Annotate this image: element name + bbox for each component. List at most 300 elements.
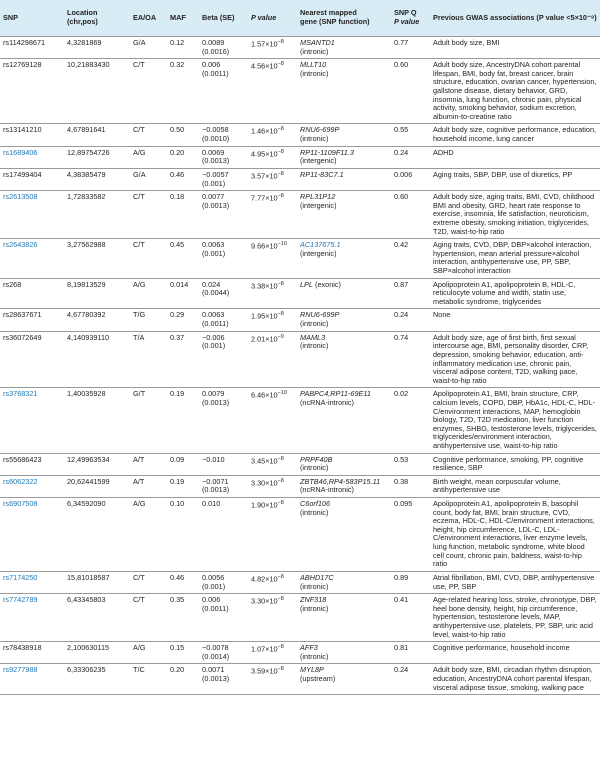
snp-id: rs17499404	[3, 169, 42, 179]
beta-value: 0.0063	[202, 310, 225, 320]
cell-snp	[0, 331, 64, 388]
snp-function: (intergenic)	[300, 248, 337, 258]
gene-name: RPL31P12	[300, 192, 336, 202]
se-value: (0.0044)	[202, 288, 230, 298]
cell-ea-oa: C/T	[133, 60, 145, 70]
table-row	[0, 309, 600, 331]
cell-beta	[199, 642, 248, 664]
cell-pvalue	[248, 594, 297, 642]
cell-previous-associations: Birth weight, mean corpuscular volume, antihypertensive use	[433, 476, 561, 495]
se-value: (0.0013)	[202, 397, 230, 407]
cell-snp	[0, 642, 64, 664]
snp-link[interactable]: rs7742789	[3, 595, 38, 605]
pvalue-exponent: −8	[277, 170, 284, 177]
table-row	[0, 37, 600, 59]
cell-snp	[0, 59, 64, 124]
cell-snp-q: 0.38	[394, 476, 409, 486]
cell-snp	[0, 168, 64, 190]
se-value: (0.0011)	[202, 319, 229, 329]
beta-value: −0.010	[202, 454, 225, 464]
table-row	[0, 664, 600, 695]
cell-gene	[297, 168, 391, 190]
cell-previous-associations: Aging traits, CVD, DBP, DBP×alcohol interaction, hypertension, mean arterial pressure×alcohol interaction, antihypertensive use, PP, SBP, SBP×alcohol interaction	[433, 240, 592, 276]
cell-maf: 0.20	[170, 147, 185, 157]
cell-location: 20,62441599	[67, 476, 110, 486]
cell-location: 6,33306235	[67, 665, 106, 675]
cell-previous-associations: Cognitive performance, household income	[433, 643, 570, 653]
beta-value: 0.0071	[202, 665, 225, 675]
cell-snp[interactable]	[0, 664, 64, 695]
snp-function: (intronic)	[300, 651, 329, 661]
cell-ea-oa: T/A	[133, 332, 145, 342]
cell-snp-q: 0.006	[394, 169, 413, 179]
cell-pvalue	[248, 642, 297, 664]
cell-snp[interactable]	[0, 239, 64, 278]
pvalue-mantissa: 3.30×10	[251, 596, 278, 606]
pvalue-mantissa: 9.66×10	[251, 241, 278, 251]
cell-gene	[297, 331, 391, 388]
snp-link[interactable]: rs6062322	[3, 476, 38, 486]
cell-maf: 0.35	[170, 595, 185, 605]
cell-snp-q: 0.77	[394, 38, 409, 47]
cell-gene	[297, 594, 391, 642]
cell-maf: 0.46	[170, 169, 185, 179]
cell-location: 4,140939110	[67, 332, 110, 342]
cell-beta	[199, 124, 248, 146]
cell-snp-q: 0.24	[394, 147, 409, 157]
cell-snp-q: 0.24	[394, 665, 409, 675]
cell-location: 3,27562988	[67, 240, 106, 250]
cell-beta	[199, 168, 248, 190]
cell-ea-oa: T/G	[133, 310, 146, 320]
col-header-snp: SNP	[3, 12, 19, 22]
beta-value: 0.024	[202, 279, 221, 289]
col-header-maf: MAF	[170, 12, 186, 22]
snp-id: rs78438918	[3, 643, 42, 653]
cell-maf: 0.20	[170, 665, 185, 675]
cell-location: 10,21883430	[67, 60, 110, 70]
snp-function: (intronic)	[300, 463, 329, 473]
cell-ea-oa: G/A	[133, 38, 146, 47]
snp-function: (ncRNA-intronic)	[300, 485, 354, 495]
gene-name: RNU6-699P	[300, 310, 340, 320]
cell-previous-associations: Adult body size, aging traits, BMI, CVD, childhood BMI and obesity, GRD, heart rate response to exercise, insomnia, life satisfaction, neuroticism, extreme obesity, smoking initiation, triglycerides, T2D, waist-to-hip ratio	[433, 192, 595, 236]
cell-beta	[199, 388, 248, 453]
cell-gene	[297, 146, 391, 168]
beta-value: 0.010	[202, 499, 221, 509]
snp-id: rs268	[3, 279, 22, 289]
pvalue-mantissa: 4.56×10	[251, 61, 278, 71]
cell-location: 4,3281869	[67, 38, 102, 47]
gene-link[interactable]: AC137675.1	[300, 240, 341, 250]
snp-link[interactable]: rs9277988	[3, 665, 38, 675]
beta-value: −0.0057	[202, 169, 229, 179]
cell-pvalue	[248, 331, 297, 388]
cell-ea-oa: G/T	[133, 389, 146, 399]
cell-location: 15,81018587	[67, 572, 110, 582]
cell-ea-oa: A/G	[133, 279, 146, 289]
table-row	[0, 146, 600, 168]
cell-gene	[297, 498, 391, 572]
snp-function: (upstream)	[300, 674, 336, 683]
cell-beta	[199, 146, 248, 168]
cell-gene	[297, 191, 391, 239]
snp-id: rs13141210	[3, 125, 42, 135]
se-value: (0.001)	[202, 248, 226, 258]
pvalue-mantissa: 4.82×10	[251, 574, 278, 584]
se-value: (0.0011)	[202, 68, 229, 78]
cell-pvalue	[248, 664, 297, 695]
cell-snp[interactable]	[0, 388, 64, 453]
cell-previous-associations: Apolipoprotein A1, BMI, brain structure, CRP, calcium levels, COPD, DBP, HbA1c, HDL-C, HDL-C/environment interactions, MAP, hemoglobin biology, T2D, T2D medication, liver function enzymes, SHBG, testosterone levels, triglycerides, triglycerides/environment interaction, antihypertensive use, waist-to-hip ratio	[433, 389, 597, 450]
table-row	[0, 278, 600, 309]
beta-value: −0.0058	[202, 125, 229, 135]
cell-snp-q: 0.74	[394, 332, 409, 342]
cell-pvalue	[248, 571, 297, 593]
snp-id: rs114298671	[3, 38, 46, 47]
cell-beta	[199, 498, 248, 572]
cell-snp-q: 0.60	[394, 60, 409, 70]
pvalue-mantissa: 6.46×10	[251, 390, 278, 400]
cell-snp	[0, 309, 64, 331]
gene-name: RNU6-699P	[300, 125, 340, 135]
beta-value: 0.0063	[202, 240, 225, 250]
cell-snp[interactable]	[0, 475, 64, 497]
cell-snp[interactable]	[0, 498, 64, 572]
beta-value: 0.0069	[202, 147, 225, 157]
snp-function: (intronic)	[300, 341, 329, 351]
cell-maf: 0.45	[170, 240, 185, 250]
cell-snp	[0, 453, 64, 475]
beta-value: −0.006	[202, 332, 225, 342]
snp-function: (exonic)	[315, 279, 341, 289]
cell-location: 2,100630115	[67, 643, 110, 653]
snp-link[interactable]: rs7174250	[3, 572, 38, 582]
gene-name: MAML3	[300, 332, 326, 342]
table-row	[0, 331, 600, 388]
col-header-pvalue: P value	[251, 12, 277, 22]
cell-previous-associations: Apolipoprotein A1, apolipoprotein B, basophil count, body fat, BMI, brain structure, CVD, eczema, HDL-C, HDL-C/environment interactions, height, hip circumference, LDL-C, LDL-C/environment interactions, liver enzyme levels, lung function, metabolic syndrome, white blood cell count, chronic pain, baldness, waist-to-hip ratio	[433, 499, 595, 569]
beta-value: 0.006	[202, 595, 221, 605]
table-row	[0, 453, 600, 475]
snp-function: (intronic)	[300, 581, 329, 591]
gene-name: ZNF318	[300, 595, 327, 605]
snp-id: rs28637671	[3, 310, 42, 320]
cell-gene	[297, 642, 391, 664]
cell-gene	[297, 475, 391, 497]
cell-location: 6,34592090	[67, 499, 106, 509]
snp-function: (ncRNA-intronic)	[300, 397, 354, 407]
cell-gene	[297, 278, 391, 309]
gene-name: LPL	[300, 279, 313, 289]
cell-pvalue	[248, 124, 297, 146]
cell-pvalue	[248, 388, 297, 453]
pvalue-exponent: −8	[277, 644, 284, 651]
cell-maf: 0.32	[170, 60, 185, 70]
se-value: (0.0011)	[202, 603, 229, 613]
cell-pvalue	[248, 239, 297, 278]
cell-snp	[0, 124, 64, 146]
gene-name: MLLT10	[300, 60, 327, 70]
cell-maf: 0.15	[170, 643, 185, 653]
pvalue-exponent: −8	[277, 126, 284, 133]
table-row	[0, 59, 600, 124]
cell-pvalue	[248, 453, 297, 475]
pvalue-exponent: −10	[277, 241, 287, 248]
cell-beta	[199, 475, 248, 497]
cell-pvalue	[248, 475, 297, 497]
se-value: (0.0013)	[202, 674, 230, 683]
pvalue-exponent: −8	[277, 573, 284, 580]
gene-name: PRPF40B	[300, 454, 333, 464]
col-header-previous-associations: Previous GWAS associations (P value <5×10⁻⁸)	[433, 12, 597, 22]
pvalue-exponent: −8	[277, 193, 284, 200]
snp-link[interactable]: rs2613508	[3, 192, 38, 202]
se-value: (0.001)	[202, 341, 226, 351]
pvalue-exponent: −8	[277, 596, 284, 603]
cell-ea-oa: A/G	[133, 147, 146, 157]
cell-snp-q: 0.095	[394, 499, 413, 509]
cell-snp-q: 0.89	[394, 572, 409, 582]
cell-maf: 0.18	[170, 192, 185, 202]
table-row	[0, 124, 600, 146]
cell-previous-associations: Apolipoprotein A1, apolipoprotein B, HDL-C, reticulocyte volume and width, statin use, metabolic syndrome, triglycerides	[433, 279, 576, 306]
col-header-beta: Beta (SE)	[202, 12, 235, 22]
pvalue-mantissa: 4.95×10	[251, 149, 278, 159]
cell-location: 4,67891641	[67, 125, 106, 135]
beta-value: −0.0071	[202, 476, 229, 486]
cell-snp-q: 0.42	[394, 240, 409, 250]
cell-gene	[297, 453, 391, 475]
cell-maf: 0.12	[170, 38, 185, 47]
col-header-snp-q: SNP Q P value	[394, 8, 420, 26]
cell-snp[interactable]	[0, 571, 64, 593]
col-header-location: Location (chr,pos)	[67, 8, 98, 26]
cell-pvalue	[248, 146, 297, 168]
cell-location: 12,89754726	[67, 147, 110, 157]
cell-snp-q: 0.24	[394, 310, 409, 320]
pvalue-mantissa: 1.07×10	[251, 644, 278, 654]
table-row	[0, 571, 600, 593]
pvalue-exponent: −10	[277, 390, 287, 397]
gene-name: ABHD17C	[300, 572, 334, 582]
cell-pvalue	[248, 168, 297, 190]
beta-value: 0.0056	[202, 572, 225, 582]
cell-maf: 0.19	[170, 389, 185, 399]
table-row	[0, 168, 600, 190]
cell-location: 6,43345803	[67, 595, 106, 605]
cell-gene	[297, 59, 391, 124]
cell-previous-associations: Aging traits, SBP, DBP, use of diuretics, PP	[433, 169, 573, 179]
cell-maf: 0.37	[170, 332, 185, 342]
gene-name: C6orf106	[300, 499, 331, 509]
col-header-gene: Nearest mapped gene (SNP function)	[300, 8, 370, 26]
cell-beta	[199, 594, 248, 642]
cell-location: 4,38385479	[67, 169, 106, 179]
snp-function: (intronic)	[300, 603, 329, 613]
cell-gene	[297, 124, 391, 146]
cell-previous-associations: ADHD	[433, 147, 454, 157]
cell-pvalue	[248, 37, 297, 59]
beta-value: −0.0078	[202, 643, 229, 653]
cell-location: 1,40035928	[67, 389, 106, 399]
pvalue-exponent: −8	[277, 311, 284, 318]
cell-previous-associations: Adult body size, BMI	[433, 38, 500, 47]
table-row	[0, 388, 600, 453]
col-header-ea-oa: EA/OA	[133, 12, 157, 22]
snp-function: (intronic)	[300, 68, 329, 78]
cell-previous-associations: Age-related hearing loss, stroke, chronotype, DBP, heel bone density, height, hip circumference, hypertension, testosterone levels, MAP, antihypertensive use, platelets, PP, SBP, uric acid level, waist-to-hip ratio	[433, 595, 597, 639]
cell-beta	[199, 571, 248, 593]
cell-snp	[0, 37, 64, 59]
gene-name: ZBTB46,RP4-583P15.11	[300, 476, 381, 486]
table-row	[0, 191, 600, 239]
cell-location: 12,49963534	[67, 454, 110, 464]
beta-value: 0.0089	[202, 38, 225, 47]
gene-name: MSANTD1	[300, 38, 335, 47]
pvalue-exponent: −8	[277, 39, 284, 45]
pvalue-mantissa: 1.90×10	[251, 500, 278, 510]
pvalue-mantissa: 1.46×10	[251, 126, 278, 136]
cell-pvalue	[248, 498, 297, 572]
beta-value: 0.006	[202, 60, 221, 70]
table-body	[0, 37, 600, 695]
cell-pvalue	[248, 278, 297, 309]
se-value: (0.0013)	[202, 485, 230, 495]
gene-name: PABPC4,RP11-69E11	[300, 389, 371, 399]
cell-beta	[199, 278, 248, 309]
table-row	[0, 594, 600, 642]
cell-beta	[199, 191, 248, 239]
cell-location: 4,67780392	[67, 310, 106, 320]
se-value: (0.0013)	[202, 156, 230, 166]
pvalue-mantissa: 3.38×10	[251, 281, 278, 291]
cell-pvalue	[248, 191, 297, 239]
cell-previous-associations: None	[433, 310, 451, 320]
pvalue-mantissa: 3.45×10	[251, 456, 278, 466]
cell-ea-oa: C/T	[133, 192, 145, 202]
cell-ea-oa: C/T	[133, 572, 145, 582]
snp-function: (intergenic)	[300, 200, 337, 210]
snp-function: (intronic)	[300, 46, 329, 56]
gene-name: AFF3	[300, 643, 318, 653]
cell-maf: 0.50	[170, 125, 185, 135]
cell-ea-oa: C/T	[133, 125, 145, 135]
snp-link[interactable]: rs3768321	[3, 389, 38, 399]
pvalue-mantissa: 3.59×10	[251, 666, 278, 676]
snp-function: (intronic)	[300, 507, 329, 517]
cell-maf: 0.19	[170, 476, 185, 486]
cell-snp-q: 0.53	[394, 454, 409, 464]
cell-snp[interactable]	[0, 146, 64, 168]
table-row	[0, 498, 600, 572]
cell-location: 8,19813529	[67, 279, 106, 289]
cell-ea-oa: A/T	[133, 454, 145, 464]
table-row	[0, 642, 600, 664]
snp-link[interactable]: rs6907508	[3, 499, 38, 509]
pvalue-mantissa: 7.77×10	[251, 193, 278, 203]
cell-previous-associations: Cognitive performance, smoking, PP, cognitive resilience, SBP	[433, 454, 584, 473]
gene-name: MYL8P	[300, 665, 324, 675]
pvalue-exponent: −9	[277, 333, 284, 340]
cell-snp[interactable]	[0, 191, 64, 239]
snp-id: rs55686423	[3, 454, 42, 464]
cell-beta	[199, 453, 248, 475]
cell-gene[interactable]	[297, 239, 391, 278]
pvalue-exponent: −8	[277, 280, 284, 287]
cell-previous-associations: Adult body size, cognitive performance, education, household income, lung cancer	[433, 125, 597, 144]
cell-snp[interactable]	[0, 594, 64, 642]
pvalue-mantissa: 3.57×10	[251, 171, 278, 181]
cell-beta	[199, 239, 248, 278]
cell-pvalue	[248, 309, 297, 331]
pvalue-exponent: −8	[277, 477, 284, 484]
cell-snp-q: 0.60	[394, 192, 409, 202]
gene-name: RP11-1109F11.3	[300, 147, 354, 157]
cell-gene	[297, 309, 391, 331]
beta-value: 0.0079	[202, 389, 225, 399]
cell-ea-oa: G/A	[133, 169, 146, 179]
beta-value: 0.0077	[202, 192, 225, 202]
pvalue-exponent: −8	[277, 61, 284, 68]
cell-ea-oa: A/T	[133, 476, 145, 486]
cell-snp-q: 0.55	[394, 125, 409, 135]
snp-link[interactable]: rs1689406	[3, 147, 38, 157]
cell-ea-oa: A/G	[133, 643, 146, 653]
snp-link[interactable]: rs2643826	[3, 240, 38, 250]
cell-maf: 0.29	[170, 310, 185, 320]
se-value: (0.0013)	[202, 200, 230, 210]
cell-maf: 0.46	[170, 572, 185, 582]
cell-previous-associations: Adult body size, AncestryDNA cohort parental lifespan, BMI, body fat, breast cancer, brain structure, education, ovarian cancer, hypertension, gallstone disease, dietary behavior, GRD, insomnia, lung function, chronic pain, physical activity, smoking behavior, sodium excretion, albumin-to-creatine ratio	[433, 60, 597, 121]
pvalue-exponent: −8	[277, 455, 284, 462]
snp-function: (intergenic)	[300, 156, 337, 166]
cell-snp-q: 0.81	[394, 643, 409, 653]
cell-maf: 0.10	[170, 499, 185, 509]
cell-gene	[297, 388, 391, 453]
pvalue-mantissa: 1.95×10	[251, 311, 278, 321]
cell-beta	[199, 664, 248, 695]
pvalue-exponent: −8	[277, 148, 284, 155]
pvalue-exponent: −8	[277, 666, 284, 673]
cell-ea-oa: T/C	[133, 665, 145, 675]
cell-pvalue	[248, 59, 297, 124]
se-value: (0.0010)	[202, 134, 230, 144]
pvalue-mantissa: 3.30×10	[251, 478, 278, 488]
se-value: (0.0014)	[202, 651, 230, 661]
cell-gene	[297, 571, 391, 593]
snp-function: (intronic)	[300, 319, 329, 329]
cell-ea-oa: C/T	[133, 240, 145, 250]
cell-beta	[199, 331, 248, 388]
pvalue-mantissa: 1.57×10	[251, 39, 278, 49]
snp-id: rs36072649	[3, 332, 42, 342]
cell-beta	[199, 59, 248, 124]
snp-id: rs12769128	[3, 60, 42, 70]
cell-gene	[297, 664, 391, 695]
se-value: (0.001)	[202, 178, 226, 188]
cell-snp-q: 0.41	[394, 595, 409, 605]
cell-ea-oa: A/G	[133, 499, 146, 509]
cell-gene	[297, 37, 391, 59]
cell-snp	[0, 278, 64, 309]
cell-maf: 0.09	[170, 454, 185, 464]
cell-previous-associations: Atrial fibrillation, BMI, CVD, DBP, antihypertensive use, PP, SBP	[433, 572, 595, 591]
cell-location: 1,72833582	[67, 192, 106, 202]
cell-snp-q: 0.87	[394, 279, 409, 289]
se-value: (0.001)	[202, 581, 226, 591]
pvalue-mantissa: 2.01×10	[251, 334, 278, 344]
